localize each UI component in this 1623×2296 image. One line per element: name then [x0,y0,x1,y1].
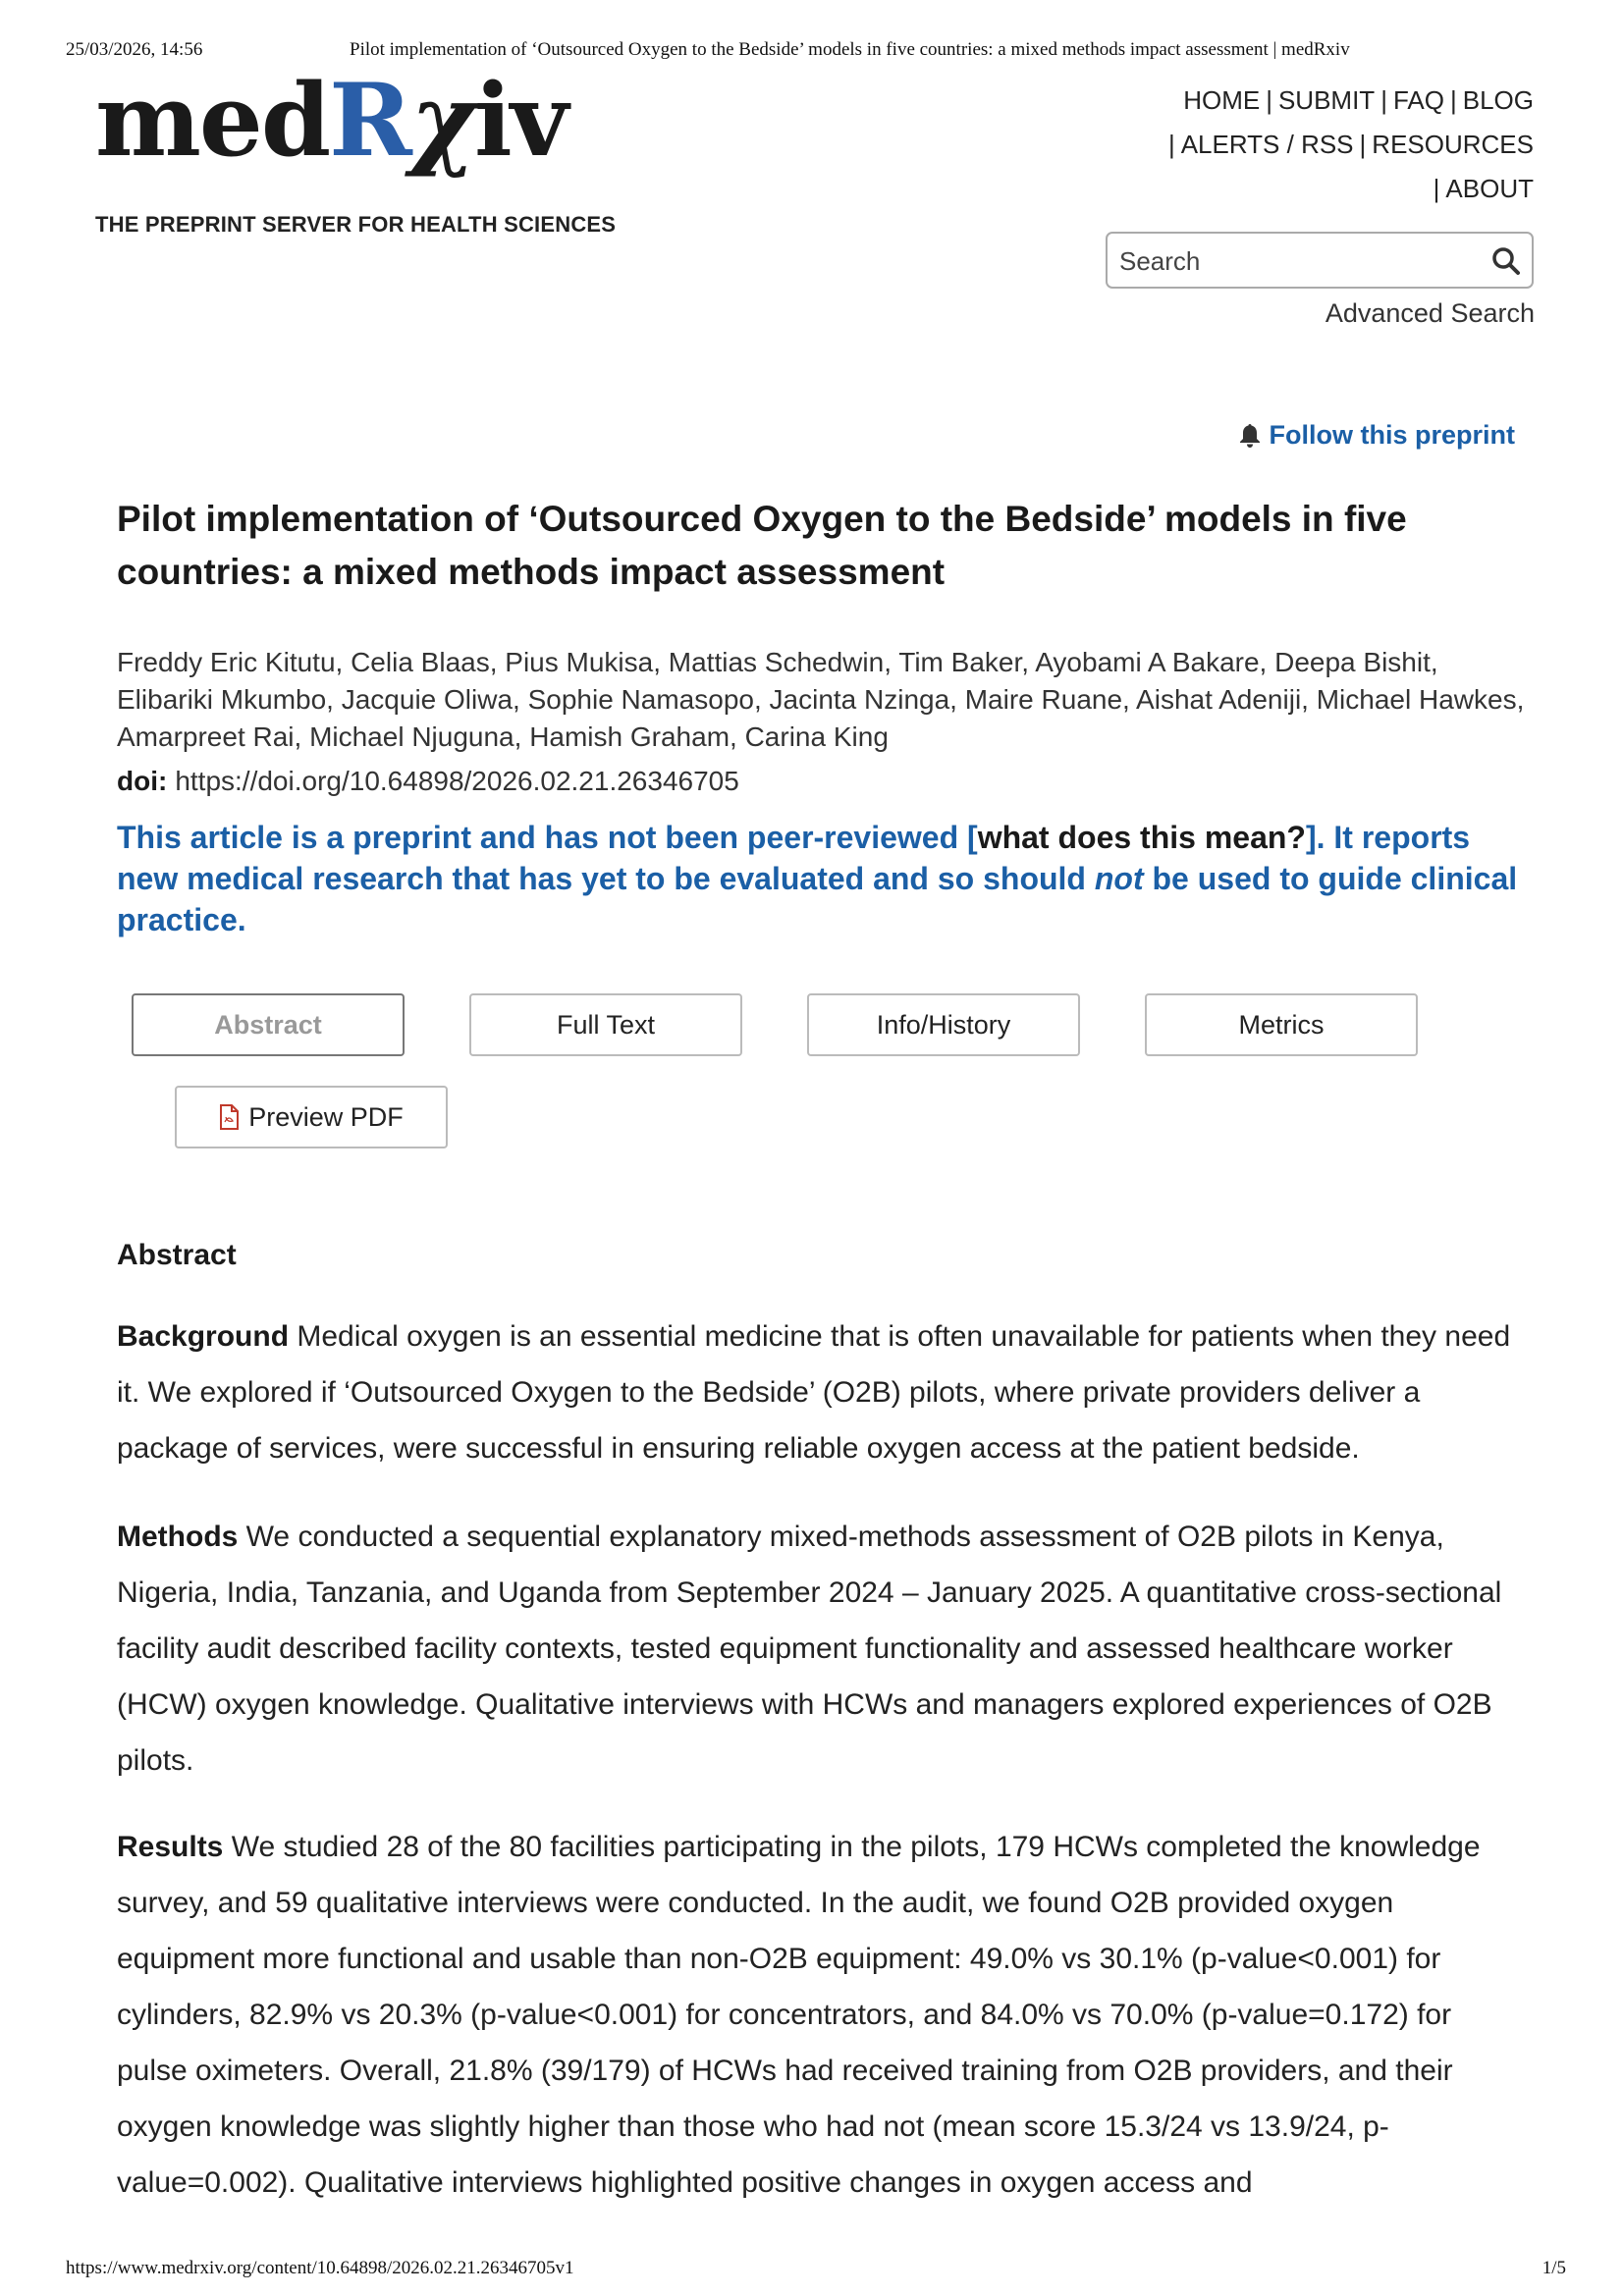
logo-part-med: med [95,62,330,180]
author-list: Freddy Eric Kitutu, Celia Blaas, Pius Mukisa, Mattias Schedwin, Tim Baker, Ayobami A Bakare, Deepa Bishit, Elibariki Mkumbo, Jacquie Oliwa, Sophie Namasopo, Jacinta Nzinga, Maire Ruane, Aishat Adeniji, Michael Hawkes, Amarpreet Rai, Michael Njuguna, Hamish Graham, Carina King [117,647,1525,752]
top-navigation [1163,79,1534,211]
nav-separator: | [1359,130,1367,159]
logo-part-iv: iv [474,62,568,180]
nav-separator: | [1449,85,1457,115]
nav-about[interactable]: ABOUT [1445,174,1534,203]
notice-text-3: be used to guide clinical practice. [117,861,1518,937]
nav-row-3 [1163,167,1534,211]
article-title: Pilot implementation of ‘Outsourced Oxygen to the Bedside’ models in five countries: a mixed methods impact assessment [117,499,1407,592]
preview-pdf-label: Preview PDF [248,1101,404,1132]
search-icon[interactable] [1490,245,1522,277]
tab-full-text[interactable]: Full Text [469,993,742,1056]
background-label: Background [117,1320,290,1353]
doi-link[interactable]: https://doi.org/10.64898/2026.02.21.26346705 [175,766,739,796]
print-page-number: 1/5 [1542,2258,1566,2278]
notice-text-1: This article is a preprint and has not been peer-reviewed [ [117,820,978,855]
nav-separator: | [1266,85,1272,115]
nav-row-1 [1163,79,1534,123]
logo-wordmark [95,62,568,180]
print-datetime: 25/03/2026, 14:56 [66,39,203,60]
methods-label: Methods [117,1521,239,1553]
nav-blog[interactable]: BLOG [1462,85,1534,115]
nav-row-2 [1163,123,1534,167]
abstract-heading: Abstract [117,1239,237,1271]
background-text: Medical oxygen is an essential medicine that is often unavailable for patients when they need it. We explored if ‘Outsourced Oxygen to the Bedside’ (O2B) pilots, where private providers deliver a package of services, were successful in ensuring reliable oxygen access at the patient bedside. [117,1320,1511,1465]
nav-separator: | [1167,130,1175,159]
logo-part-r: R [329,62,410,180]
results-text: We studied 28 of the 80 facilities participating in the pilots, 179 HCWs completed the knowledge survey, and 59 qualitative interviews were conducted. In the audit, we found O2B provided oxygen equipment more functional and usable than non-O2B equipment: 49.0% vs 30.1% (p-value<0.001) for cylinders, 82.9% vs 20.3% (p-value<0.001) for concentrators, and 84.0% vs 70.0% (p-value=0.172) for pulse oximeters. Overall, 21.8% (39/179) of HCWs had received training from O2B providers, and their oxygen knowledge was slightly higher than those who had not (mean score 15.3/24 vs 13.9/24, p-value=0.002). Qualitative interviews highlighted positive changes in oxygen access and [117,1831,1481,2199]
follow-label: Follow this preprint [1269,420,1515,450]
tab-abstract[interactable]: Abstract [132,993,405,1056]
search-input[interactable] [1117,243,1485,279]
tab-metrics[interactable]: Metrics [1145,993,1418,1056]
abstract-background [117,1308,1521,1476]
nav-resources[interactable]: RESOURCES [1372,130,1534,159]
nav-home[interactable]: HOME [1183,85,1261,115]
abstract-methods [117,1509,1521,1789]
logo-part-chi: χ [409,62,475,180]
follow-preprint-link[interactable] [1238,420,1516,451]
print-url: https://www.medrxiv.org/content/10.64898/2026.02.21.26346705v1 [66,2258,574,2278]
abstract-results [117,1819,1521,2211]
search-box [1106,232,1534,289]
nav-faq[interactable]: FAQ [1392,85,1444,115]
medrxiv-logo[interactable] [95,62,645,247]
print-page-title: Pilot implementation of ‘Outsourced Oxygen to the Bedside’ models in five countries: a mixed methods impact assessment | medRxiv [350,39,1350,60]
tab-info-history[interactable]: Info/History [807,993,1080,1056]
what-does-this-mean-link[interactable]: what does this mean? [977,820,1306,855]
notice-emphasis: not [1094,861,1144,896]
preprint-notice [117,817,1531,940]
logo-tagline: THE PREPRINT SERVER FOR HEALTH SCIENCES [95,212,617,237]
notice-text-2: ]. It reports new medical research that has yet to be evaluated and so should [117,820,1471,896]
methods-text: We conducted a sequential explanatory mixed-methods assessment of O2B pilots in Kenya, Nigeria, India, Tanzania, and Uganda from September 2024 – January 2025. A quantitative cross-sectional facility audit described facility contexts, tested equipment functionality and assessed healthcare worker (HCW) oxygen knowledge. Qualitative interviews with HCWs and managers explored experiences of O2B pilots. [117,1521,1502,1777]
doi-label: doi: [117,766,168,796]
bell-icon [1238,423,1262,449]
pdf-file-icon [219,1104,239,1130]
nav-separator: | [1433,174,1440,203]
nav-separator: | [1380,85,1387,115]
nav-alerts-rss[interactable]: ALERTS / RSS [1180,130,1354,159]
results-label: Results [117,1831,224,1863]
doi-line [117,766,739,797]
advanced-search-link[interactable]: Advanced Search [1325,298,1535,328]
preview-pdf-button[interactable] [175,1086,448,1148]
nav-submit[interactable]: SUBMIT [1277,85,1376,115]
